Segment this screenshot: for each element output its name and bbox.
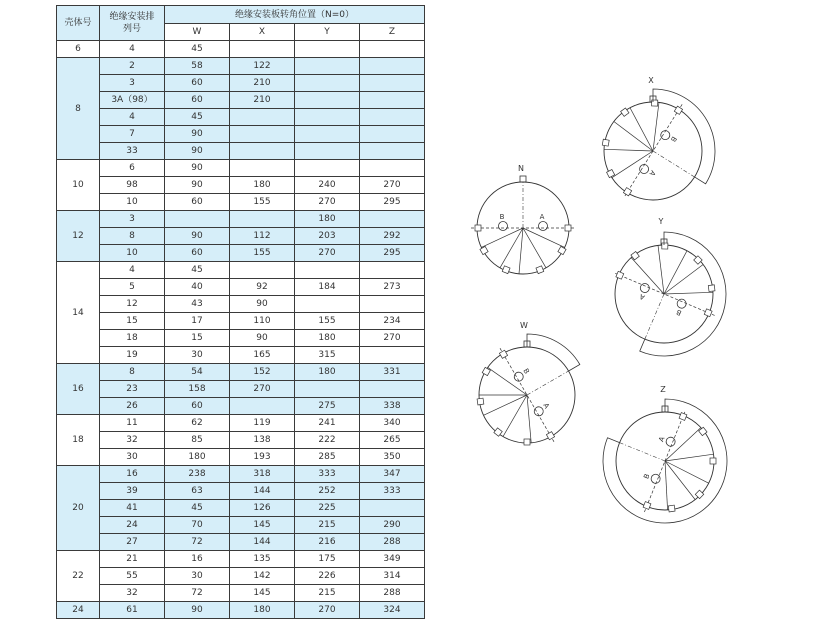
- diagram-title: N: [518, 164, 524, 173]
- radial-line: [665, 438, 714, 477]
- w-cell: 40: [165, 279, 230, 296]
- z-cell: 350: [360, 449, 425, 466]
- rotation-arc: [527, 334, 580, 371]
- rim-tab: [602, 139, 609, 146]
- w-cell: 90: [165, 228, 230, 245]
- key-tab: [520, 176, 526, 182]
- w-cell: 90: [165, 177, 230, 194]
- arrangement-cell: 98: [100, 177, 165, 194]
- arrangement-cell: 18: [100, 330, 165, 347]
- arrangement-cell: 5: [100, 279, 165, 296]
- w-cell: 90: [165, 143, 230, 160]
- arrangement-cell: 41: [100, 500, 165, 517]
- y-cell: 216: [295, 534, 360, 551]
- rim-tab: [679, 413, 687, 421]
- y-cell: 285: [295, 449, 360, 466]
- z-cell: 349: [360, 551, 425, 568]
- z-cell: 265: [360, 432, 425, 449]
- arrangement-cell: 8: [100, 228, 165, 245]
- diagram-title: Z: [660, 385, 666, 394]
- rim-tab: [477, 398, 484, 405]
- z-cell: 288: [360, 534, 425, 551]
- z-cell: 292: [360, 228, 425, 245]
- arrangement-cell: 8: [100, 364, 165, 381]
- y-cell: 203: [295, 228, 360, 245]
- w-cell: 90: [165, 602, 230, 619]
- diagram-z: [599, 385, 731, 530]
- header-arrangement-line2: 列号: [122, 24, 141, 34]
- radial-line: [604, 129, 653, 172]
- w-cell: 17: [165, 313, 230, 330]
- w-cell: 30: [165, 568, 230, 585]
- x-cell: 270: [230, 381, 295, 398]
- x-cell: 318: [230, 466, 295, 483]
- shell-number-cell: 6: [57, 41, 100, 58]
- w-cell: 16: [165, 551, 230, 568]
- radial-line: [664, 249, 687, 296]
- x-cell: 92: [230, 279, 295, 296]
- w-cell: 90: [165, 126, 230, 143]
- x-cell: 210: [230, 75, 295, 92]
- radial-line: [641, 245, 680, 294]
- diagram-y: [594, 217, 733, 361]
- header-arrangement-line1: 绝缘安装排: [109, 12, 155, 22]
- arrangement-cell: 30: [100, 449, 165, 466]
- diagram-title: W: [520, 321, 528, 330]
- diagram-n: [471, 164, 575, 274]
- arrangement-cell: 3A（98）: [100, 92, 165, 109]
- y-cell: 275: [295, 398, 360, 415]
- z-cell: 295: [360, 194, 425, 211]
- radial-line: [509, 395, 551, 443]
- x-cell: 135: [230, 551, 295, 568]
- shell-number-cell: 14: [57, 262, 100, 364]
- arrangement-cell: 61: [100, 602, 165, 619]
- arrangement-cell: 4: [100, 41, 165, 58]
- shell-number-cell: 12: [57, 211, 100, 262]
- z-cell: 273: [360, 279, 425, 296]
- x-cell: 126: [230, 500, 295, 517]
- arrangement-cell: 12: [100, 296, 165, 313]
- arrangement-cell: 23: [100, 381, 165, 398]
- x-cell: 112: [230, 228, 295, 245]
- cavity-a-label: A: [638, 292, 646, 302]
- radial-line: [500, 228, 523, 268]
- rim-tab: [565, 225, 571, 231]
- cavity-a: [539, 222, 548, 231]
- arrangement-cell: 11: [100, 415, 165, 432]
- z-cell: 324: [360, 602, 425, 619]
- header-col-z: Z: [360, 24, 425, 41]
- header-col-w: W: [165, 24, 230, 41]
- cavity-b-label: B: [675, 307, 683, 317]
- w-cell: 60: [165, 398, 230, 415]
- y-cell: 155: [295, 313, 360, 330]
- z-cell: 234: [360, 313, 425, 330]
- y-cell: 215: [295, 517, 360, 534]
- y-cell: 180: [295, 330, 360, 347]
- shell-number-cell: 10: [57, 160, 100, 211]
- x-cell: 119: [230, 415, 295, 432]
- z-cell: 290: [360, 517, 425, 534]
- rim-tab: [694, 256, 702, 264]
- y-cell: 241: [295, 415, 360, 432]
- diagram-w: [459, 321, 596, 466]
- rim-tab: [710, 458, 716, 464]
- x-cell: 210: [230, 92, 295, 109]
- arrangement-cell: 2: [100, 58, 165, 75]
- arrangement-cell: 55: [100, 568, 165, 585]
- rim-tab: [616, 271, 624, 279]
- arrangement-cell: 6: [100, 160, 165, 177]
- w-cell: 85: [165, 432, 230, 449]
- shell-number-cell: 16: [57, 364, 100, 415]
- cavity-b-label: B: [521, 367, 531, 376]
- y-cell: 252: [295, 483, 360, 500]
- cavity-b: [499, 222, 508, 231]
- x-cell: 152: [230, 364, 295, 381]
- arrangement-cell: 3: [100, 75, 165, 92]
- header-col-x: X: [230, 24, 295, 41]
- cavity-a-label: A: [647, 168, 657, 178]
- z-cell: 340: [360, 415, 425, 432]
- cavity-b-label: B: [668, 134, 679, 144]
- x-cell: 180: [230, 177, 295, 194]
- w-cell: 72: [165, 585, 230, 602]
- w-cell: 60: [165, 92, 230, 109]
- y-cell: 270: [295, 245, 360, 262]
- arrangement-cell: 26: [100, 398, 165, 415]
- arrangement-cell: 4: [100, 262, 165, 279]
- radial-line: [612, 140, 653, 189]
- w-cell: 45: [165, 109, 230, 126]
- w-cell: 58: [165, 58, 230, 75]
- z-cell: 270: [360, 330, 425, 347]
- w-cell: 54: [165, 364, 230, 381]
- y-cell: 270: [295, 602, 360, 619]
- w-cell: 60: [165, 194, 230, 211]
- x-cell: 144: [230, 534, 295, 551]
- radial-line: [483, 391, 527, 419]
- y-cell: 180: [295, 364, 360, 381]
- rim-tab: [475, 225, 481, 231]
- radial-line: [523, 228, 565, 247]
- x-cell: 90: [230, 330, 295, 347]
- radial-line: [635, 102, 679, 151]
- center-line: [620, 443, 665, 461]
- arrangement-cell: 33: [100, 143, 165, 160]
- radial-line: [663, 461, 710, 483]
- arrangement-cell: 16: [100, 466, 165, 483]
- y-cell: 315: [295, 347, 360, 364]
- w-cell: 60: [165, 75, 230, 92]
- header-shell: 壳体号: [57, 6, 100, 41]
- w-cell: 70: [165, 517, 230, 534]
- arrangement-cell: 24: [100, 517, 165, 534]
- w-cell: 158: [165, 381, 230, 398]
- y-cell: 226: [295, 568, 360, 585]
- rim-tab: [536, 266, 544, 274]
- header-rotation: 绝缘安装板转角位置（N=0）: [165, 6, 425, 24]
- w-cell: 90: [165, 160, 230, 177]
- w-cell: 63: [165, 483, 230, 500]
- radial-line: [481, 228, 523, 247]
- x-cell: 193: [230, 449, 295, 466]
- rim-tab: [524, 439, 530, 445]
- w-cell: 60: [165, 245, 230, 262]
- x-cell: 138: [230, 432, 295, 449]
- insert-plate: [471, 182, 575, 274]
- arrangement-cell: 10: [100, 194, 165, 211]
- shell-number-cell: 18: [57, 415, 100, 466]
- w-cell: 180: [165, 449, 230, 466]
- rim-tab: [643, 502, 651, 510]
- arrangement-cell: 7: [100, 126, 165, 143]
- arrangement-cell: 32: [100, 432, 165, 449]
- x-cell: 90: [230, 296, 295, 313]
- arrangement-cell: 10: [100, 245, 165, 262]
- x-cell: 165: [230, 347, 295, 364]
- x-cell: 155: [230, 245, 295, 262]
- z-cell: 333: [360, 483, 425, 500]
- arrangement-cell: 21: [100, 551, 165, 568]
- diagram-title: Y: [658, 217, 664, 226]
- x-cell: 145: [230, 585, 295, 602]
- w-cell: 30: [165, 347, 230, 364]
- x-cell: 122: [230, 58, 295, 75]
- radial-line: [519, 228, 523, 274]
- z-cell: 288: [360, 585, 425, 602]
- x-cell: 110: [230, 313, 295, 330]
- cavity-a-label: A: [541, 401, 551, 411]
- radial-line: [523, 228, 546, 268]
- arrangement-cell: 27: [100, 534, 165, 551]
- arrangement-cell: 15: [100, 313, 165, 330]
- arrangement-cell: 19: [100, 347, 165, 364]
- cavity-b-label: B: [642, 472, 652, 481]
- cavity-a-label: A: [657, 435, 667, 443]
- x-cell: 142: [230, 568, 295, 585]
- y-cell: 270: [295, 194, 360, 211]
- z-cell: 338: [360, 398, 425, 415]
- w-cell: 15: [165, 330, 230, 347]
- z-cell: 347: [360, 466, 425, 483]
- arrangement-cell: 3: [100, 211, 165, 228]
- center-line: [645, 294, 664, 339]
- diagram-title: X: [648, 76, 654, 85]
- rim-tab: [668, 505, 675, 512]
- y-cell: 222: [295, 432, 360, 449]
- y-cell: 215: [295, 585, 360, 602]
- rim-tab: [662, 243, 668, 249]
- y-cell: 184: [295, 279, 360, 296]
- rim-tab: [695, 490, 703, 498]
- w-cell: 43: [165, 296, 230, 313]
- arrangement-cell: 32: [100, 585, 165, 602]
- radial-line: [665, 420, 701, 469]
- cavity-a-label: A: [539, 213, 545, 221]
- x-cell: 144: [230, 483, 295, 500]
- x-cell: 155: [230, 194, 295, 211]
- radial-line: [612, 122, 656, 151]
- arrangement-cell: 4: [100, 109, 165, 126]
- z-cell: 270: [360, 177, 425, 194]
- y-cell: 225: [295, 500, 360, 517]
- w-cell: 62: [165, 415, 230, 432]
- shell-number-cell: 24: [57, 602, 100, 619]
- y-cell: 333: [295, 466, 360, 483]
- center-line: [527, 371, 569, 395]
- y-cell: 240: [295, 177, 360, 194]
- w-cell: 72: [165, 534, 230, 551]
- header-col-y: Y: [295, 24, 360, 41]
- z-cell: 314: [360, 568, 425, 585]
- shell-number-cell: 20: [57, 466, 100, 551]
- z-cell: 295: [360, 245, 425, 262]
- radial-line: [623, 258, 672, 294]
- z-cell: 331: [360, 364, 425, 381]
- rim-tab: [652, 100, 658, 106]
- arrangement-cell: 39: [100, 483, 165, 500]
- w-cell: 45: [165, 500, 230, 517]
- shell-number-cell: 8: [57, 58, 100, 160]
- center-line: [653, 151, 695, 177]
- rim-tab: [704, 309, 712, 317]
- rim-tab: [502, 266, 510, 274]
- rim-tab: [708, 285, 715, 292]
- radial-line: [479, 374, 527, 416]
- y-cell: 175: [295, 551, 360, 568]
- y-cell: 180: [295, 211, 360, 228]
- diagram-x: [582, 76, 723, 224]
- x-cell: 145: [230, 517, 295, 534]
- w-cell: 238: [165, 466, 230, 483]
- x-cell: 180: [230, 602, 295, 619]
- cavity-b-label: B: [499, 213, 505, 221]
- w-cell: 45: [165, 41, 230, 58]
- shell-number-cell: 22: [57, 551, 100, 602]
- w-cell: 45: [165, 262, 230, 279]
